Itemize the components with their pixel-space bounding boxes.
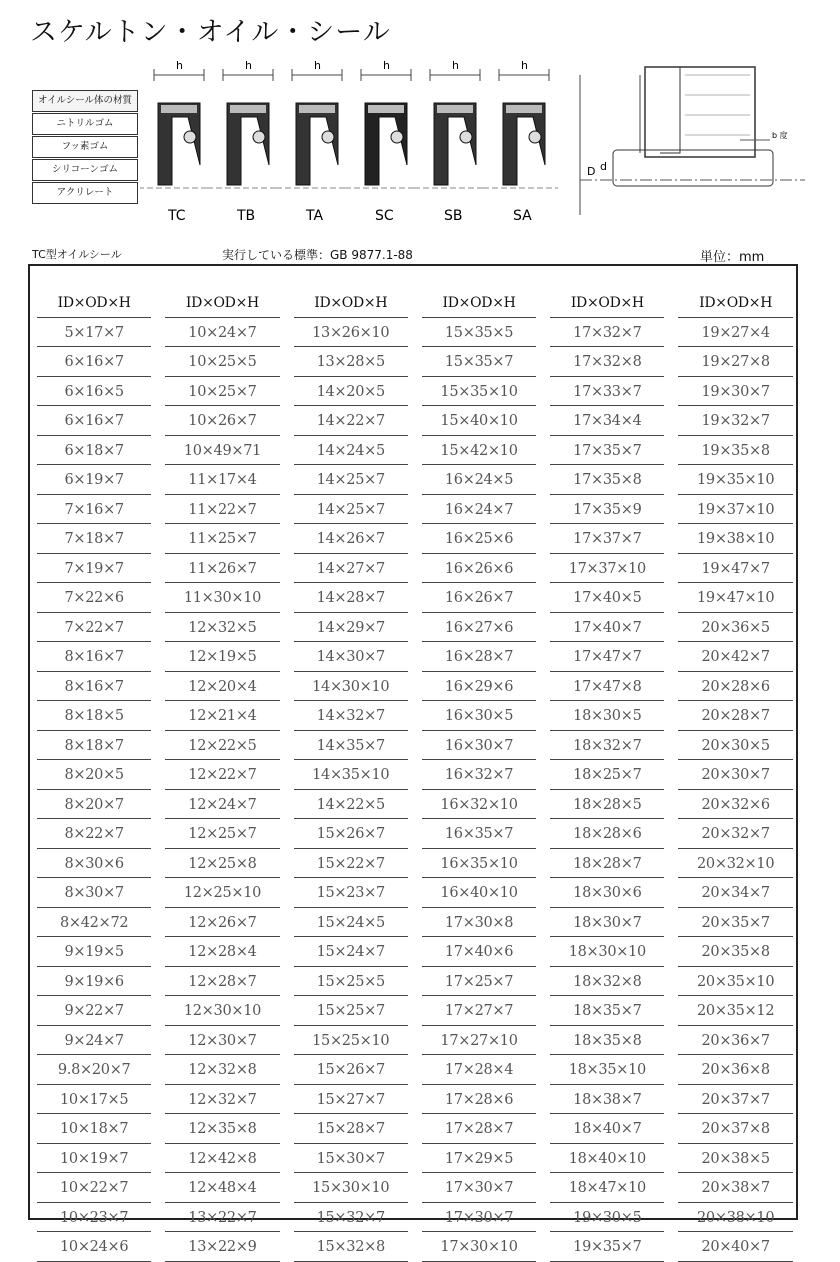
table-cell: 18×40×10 (550, 1144, 664, 1174)
table-column (415, 266, 543, 1255)
table-cell: 17×33×7 (550, 377, 664, 407)
table-cell: 18×35×7 (550, 996, 664, 1026)
seal-ta-diagram (276, 59, 351, 224)
table-cell: 14×35×10 (294, 760, 408, 790)
column-header: ID×OD×H (294, 288, 408, 318)
table-cell: 15×35×5 (422, 318, 536, 348)
table-column (30, 266, 158, 1255)
table-cell: 10×25×7 (165, 377, 279, 407)
angle-note: b 度 (772, 131, 788, 140)
seal-tc-diagram (140, 59, 213, 224)
d-small-label: d (600, 160, 607, 173)
table-cell: 17×40×5 (550, 583, 664, 613)
table-cell: 20×42×7 (678, 642, 792, 672)
table-cell: 20×34×7 (678, 878, 792, 908)
table-cell: 17×37×10 (550, 554, 664, 584)
height-label: h (245, 59, 252, 72)
table-cell: 10×24×6 (37, 1232, 151, 1262)
table-cell: 12×21×4 (165, 701, 279, 731)
table-cell: 13×22×7 (165, 1203, 279, 1233)
table-cell: 12×26×7 (165, 908, 279, 938)
table-cell: 12×28×4 (165, 937, 279, 967)
table-cell: 8×22×7 (37, 819, 151, 849)
table-cell: 18×30×6 (550, 878, 664, 908)
table-cell: 10×24×7 (165, 318, 279, 348)
table-cell: 13×26×10 (294, 318, 408, 348)
table-cell: 15×32×7 (294, 1203, 408, 1233)
table-cell: 12×20×4 (165, 672, 279, 702)
seal-type-label: SA (513, 208, 532, 224)
material-header: オイルシール体の材質 (32, 90, 138, 112)
table-cell: 12×19×5 (165, 642, 279, 672)
table-cell: 20×38×10 (678, 1203, 792, 1233)
table-cell: 15×30×7 (294, 1144, 408, 1174)
table-cell: 14×27×7 (294, 554, 408, 584)
table-cell: 15×23×7 (294, 878, 408, 908)
table-cell: 17×28×4 (422, 1055, 536, 1085)
table-cell: 20×28×6 (678, 672, 792, 702)
table-cell: 15×25×5 (294, 967, 408, 997)
table-cell: 8×42×72 (37, 908, 151, 938)
table-cell: 16×30×7 (422, 731, 536, 761)
table-cell: 20×38×5 (678, 1144, 792, 1174)
table-cell: 12×24×7 (165, 790, 279, 820)
table-column (671, 266, 799, 1255)
table-cell: 12×35×8 (165, 1114, 279, 1144)
table-cell: 9.8×20×7 (37, 1055, 151, 1085)
table-cell: 6×19×7 (37, 465, 151, 495)
table-cell: 12×25×7 (165, 819, 279, 849)
table-cell: 19×35×8 (678, 436, 792, 466)
table-cell: 15×35×10 (422, 377, 536, 407)
table-cell: 8×30×7 (37, 878, 151, 908)
height-label: h (521, 59, 528, 72)
size-table (28, 264, 798, 1255)
table-cell: 16×26×7 (422, 583, 536, 613)
table-cell: 10×22×7 (37, 1173, 151, 1203)
table-cell: 9×24×7 (37, 1026, 151, 1056)
table-cell: 18×28×6 (550, 819, 664, 849)
seal-type-label: SB (444, 208, 463, 224)
table-cell: 15×35×7 (422, 347, 536, 377)
table-cell: 10×25×5 (165, 347, 279, 377)
table-cell: 15×26×7 (294, 1055, 408, 1085)
table-cell: 11×22×7 (165, 495, 279, 525)
table-cell: 18×38×7 (550, 1085, 664, 1115)
material-acrylate: アクリレート (32, 182, 138, 204)
table-cell: 6×16×5 (37, 377, 151, 407)
table-cell: 6×16×7 (37, 406, 151, 436)
table-cell: 15×22×7 (294, 849, 408, 879)
table-cell: 5×17×7 (37, 318, 151, 348)
table-cell: 14×28×7 (294, 583, 408, 613)
table-cell: 20×35×8 (678, 937, 792, 967)
table-cell: 14×24×5 (294, 436, 408, 466)
table-cell: 19×32×7 (678, 406, 792, 436)
table-cell: 19×37×10 (678, 495, 792, 525)
table-cell: 12×22×7 (165, 760, 279, 790)
table-cell: 20×37×7 (678, 1085, 792, 1115)
height-label: h (452, 59, 459, 72)
table-cell: 20×30×5 (678, 731, 792, 761)
table-cell: 15×27×7 (294, 1085, 408, 1115)
page-title: スケルトン・オイル・シール (30, 17, 391, 48)
table-cell: 16×27×6 (422, 613, 536, 643)
table-cell: 20×32×10 (678, 849, 792, 879)
d-label: D (587, 165, 596, 178)
height-label: h (314, 59, 321, 72)
table-cell: 10×17×5 (37, 1085, 151, 1115)
table-cell: 9×19×5 (37, 937, 151, 967)
table-cell: 12×42×8 (165, 1144, 279, 1174)
table-cell: 17×30×10 (422, 1232, 536, 1262)
table-column (287, 266, 415, 1255)
table-cell: 17×35×7 (550, 436, 664, 466)
table-cell: 7×16×7 (37, 495, 151, 525)
table-cell: 15×24×7 (294, 937, 408, 967)
table-cell: 19×27×8 (678, 347, 792, 377)
table-cell: 7×22×6 (37, 583, 151, 613)
table-cell: 20×32×6 (678, 790, 792, 820)
material-legend (32, 90, 138, 205)
seal-sc-diagram (345, 59, 420, 224)
table-cell: 19×35×7 (550, 1232, 664, 1262)
table-cell: 16×25×6 (422, 524, 536, 554)
table-cell: 20×32×7 (678, 819, 792, 849)
table-cell: 16×29×6 (422, 672, 536, 702)
table-cell: 17×27×7 (422, 996, 536, 1026)
table-cell: 17×30×7 (422, 1203, 536, 1233)
table-cell: 8×20×7 (37, 790, 151, 820)
table-cell: 12×32×7 (165, 1085, 279, 1115)
seal-type-label: TA (306, 208, 324, 224)
table-cell: 15×25×10 (294, 1026, 408, 1056)
table-cell: 18×32×8 (550, 967, 664, 997)
table-cell: 15×30×10 (294, 1173, 408, 1203)
column-header: ID×OD×H (422, 288, 536, 318)
table-cell: 20×28×7 (678, 701, 792, 731)
table-cell: 10×26×7 (165, 406, 279, 436)
table-cell: 15×25×7 (294, 996, 408, 1026)
table-cell: 13×28×5 (294, 347, 408, 377)
table-cell: 14×29×7 (294, 613, 408, 643)
table-cell: 17×47×7 (550, 642, 664, 672)
table-cell: 17×40×7 (550, 613, 664, 643)
height-label: h (383, 59, 390, 72)
height-label: h (176, 59, 183, 72)
table-cell: 17×47×8 (550, 672, 664, 702)
standard-label: 実行している標準：GB 9877.1-88 (222, 248, 413, 262)
table-cell: 13×22×9 (165, 1232, 279, 1262)
table-cell: 12×25×8 (165, 849, 279, 879)
table-cell: 10×23×7 (37, 1203, 151, 1233)
table-cell: 14×30×10 (294, 672, 408, 702)
table-cell: 16×32×7 (422, 760, 536, 790)
table-cell: 14×22×5 (294, 790, 408, 820)
table-cell: 12×30×10 (165, 996, 279, 1026)
column-header: ID×OD×H (678, 288, 792, 318)
table-cell: 20×35×10 (678, 967, 792, 997)
table-cell: 9×19×6 (37, 967, 151, 997)
table-cell: 20×38×7 (678, 1173, 792, 1203)
table-cell: 17×30×8 (422, 908, 536, 938)
table-cell: 17×32×8 (550, 347, 664, 377)
table-cell: 15×32×8 (294, 1232, 408, 1262)
table-cell: 8×16×7 (37, 672, 151, 702)
table-cell: 17×27×10 (422, 1026, 536, 1056)
table-cell: 9×22×7 (37, 996, 151, 1026)
table-cell: 8×20×5 (37, 760, 151, 790)
table-cell: 18×30×10 (550, 937, 664, 967)
table-cell: 17×40×6 (422, 937, 536, 967)
seal-type-label: TB (237, 208, 256, 224)
table-cell: 18×32×7 (550, 731, 664, 761)
table-cell: 18×47×10 (550, 1173, 664, 1203)
table-cell: 15×26×7 (294, 819, 408, 849)
table-cell: 19×30×5 (550, 1203, 664, 1233)
table-cell: 20×36×7 (678, 1026, 792, 1056)
table-cell: 12×25×10 (165, 878, 279, 908)
table-cell: 18×35×8 (550, 1026, 664, 1056)
table-cell: 19×38×10 (678, 524, 792, 554)
table-cell: 16×30×5 (422, 701, 536, 731)
table-cell: 17×25×7 (422, 967, 536, 997)
column-header: ID×OD×H (550, 288, 664, 318)
table-cell: 17×34×4 (550, 406, 664, 436)
table-column (158, 266, 286, 1255)
table-cell: 14×20×5 (294, 377, 408, 407)
table-cell: 17×35×8 (550, 465, 664, 495)
material-silicone: シリコーンゴム (32, 159, 138, 181)
table-cell: 18×30×5 (550, 701, 664, 731)
table-cell: 12×48×4 (165, 1173, 279, 1203)
table-cell: 15×28×7 (294, 1114, 408, 1144)
table-cell: 15×24×5 (294, 908, 408, 938)
table-cell: 14×25×7 (294, 495, 408, 525)
unit-label: 単位：mm (700, 250, 765, 265)
table-cell: 18×28×5 (550, 790, 664, 820)
table-cell: 12×32×5 (165, 613, 279, 643)
table-cell: 18×25×7 (550, 760, 664, 790)
table-cell: 16×35×7 (422, 819, 536, 849)
table-cell: 17×37×7 (550, 524, 664, 554)
table-cell: 12×30×7 (165, 1026, 279, 1056)
table-cell: 20×35×7 (678, 908, 792, 938)
seal-type-label: TC型オイルシール (32, 248, 122, 261)
table-cell: 8×18×5 (37, 701, 151, 731)
table-cell: 12×28×7 (165, 967, 279, 997)
table-cell: 7×18×7 (37, 524, 151, 554)
table-cell: 19×30×7 (678, 377, 792, 407)
seal-tb-diagram (207, 59, 282, 224)
table-cell: 20×30×7 (678, 760, 792, 790)
table-cell: 10×49×71 (165, 436, 279, 466)
table-cell: 7×19×7 (37, 554, 151, 584)
table-cell: 16×26×6 (422, 554, 536, 584)
table-cell: 17×32×7 (550, 318, 664, 348)
table-cell: 17×30×7 (422, 1173, 536, 1203)
material-nitrile: ニトリルゴム (32, 113, 138, 135)
seal-type-label: SC (375, 208, 394, 224)
column-header: ID×OD×H (37, 288, 151, 318)
table-cell: 8×16×7 (37, 642, 151, 672)
table-cell: 20×35×12 (678, 996, 792, 1026)
table-cell: 20×40×7 (678, 1232, 792, 1262)
column-header: ID×OD×H (165, 288, 279, 318)
table-cell: 12×22×5 (165, 731, 279, 761)
table-cell: 11×26×7 (165, 554, 279, 584)
table-cell: 14×32×7 (294, 701, 408, 731)
seal-sa-diagram (483, 59, 558, 224)
table-cell: 19×35×10 (678, 465, 792, 495)
material-fluoro: フッ素ゴム (32, 136, 138, 158)
table-cell: 14×26×7 (294, 524, 408, 554)
table-cell: 14×25×7 (294, 465, 408, 495)
table-cell: 19×47×7 (678, 554, 792, 584)
table-cell: 14×30×7 (294, 642, 408, 672)
install-diagram (580, 67, 805, 215)
table-cell: 14×35×7 (294, 731, 408, 761)
table-cell: 18×30×7 (550, 908, 664, 938)
table-cell: 15×40×10 (422, 406, 536, 436)
table-cell: 19×27×4 (678, 318, 792, 348)
table-cell: 16×35×10 (422, 849, 536, 879)
table-cell: 10×18×7 (37, 1114, 151, 1144)
table-cell: 7×22×7 (37, 613, 151, 643)
table-cell: 18×35×10 (550, 1055, 664, 1085)
seal-sb-diagram (414, 59, 489, 224)
table-cell: 11×30×10 (165, 583, 279, 613)
table-cell: 18×40×7 (550, 1114, 664, 1144)
table-cell: 18×28×7 (550, 849, 664, 879)
table-cell: 11×17×4 (165, 465, 279, 495)
seal-type-label: TC (168, 208, 186, 224)
table-cell: 6×16×7 (37, 347, 151, 377)
table-cell: 16×40×10 (422, 878, 536, 908)
table-cell: 17×28×6 (422, 1085, 536, 1115)
table-cell: 12×32×8 (165, 1055, 279, 1085)
table-cell: 6×18×7 (37, 436, 151, 466)
table-cell: 11×25×7 (165, 524, 279, 554)
table-cell: 19×47×10 (678, 583, 792, 613)
table-column (543, 266, 671, 1255)
table-cell: 8×30×6 (37, 849, 151, 879)
table-cell: 16×28×7 (422, 642, 536, 672)
table-cell: 14×22×7 (294, 406, 408, 436)
table-cell: 20×37×8 (678, 1114, 792, 1144)
table-cell: 15×42×10 (422, 436, 536, 466)
table-cell: 8×18×7 (37, 731, 151, 761)
table-cell: 20×36×8 (678, 1055, 792, 1085)
table-cell: 16×32×10 (422, 790, 536, 820)
table-cell: 17×35×9 (550, 495, 664, 525)
seal-diagram (140, 55, 810, 235)
table-cell: 17×28×7 (422, 1114, 536, 1144)
table-cell: 17×29×5 (422, 1144, 536, 1174)
table-cell: 20×36×5 (678, 613, 792, 643)
table-cell: 16×24×7 (422, 495, 536, 525)
table-cell: 16×24×5 (422, 465, 536, 495)
table-cell: 10×19×7 (37, 1144, 151, 1174)
